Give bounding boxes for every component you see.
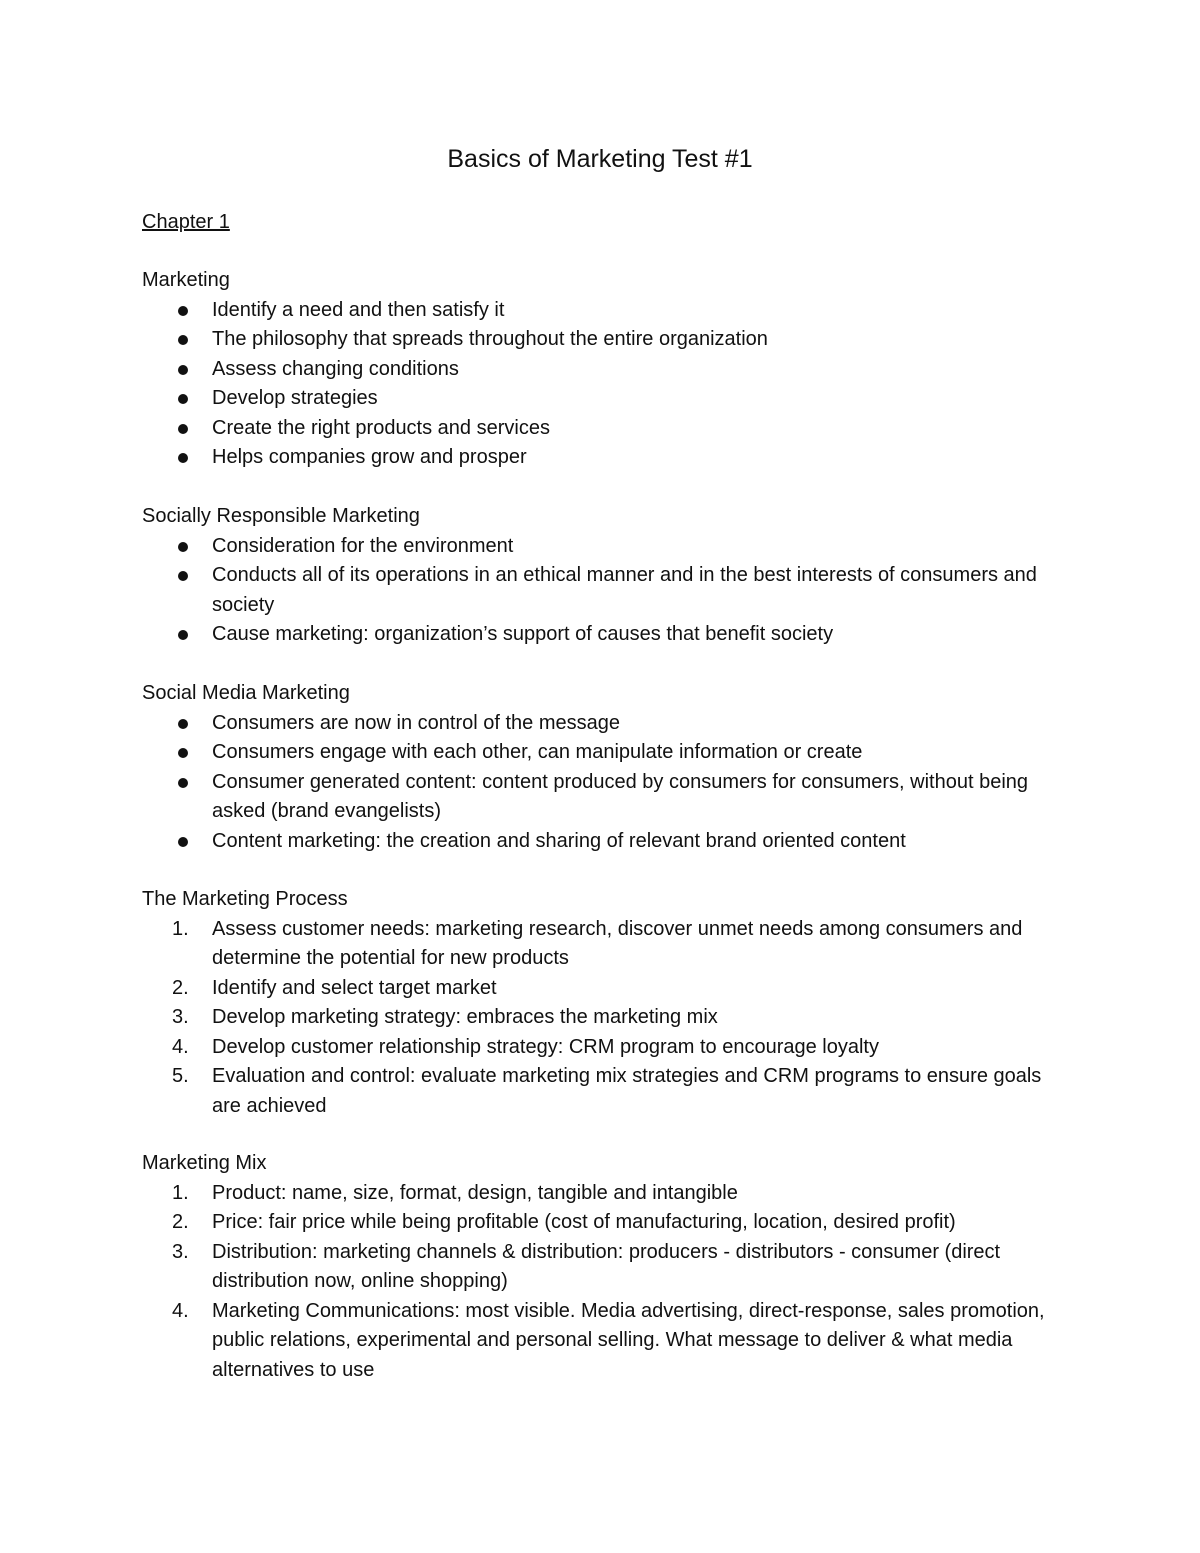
list-number: 3. [172, 1240, 189, 1263]
list-number: 2. [172, 976, 189, 999]
bullet-icon [178, 630, 188, 640]
bullet-icon [178, 335, 188, 345]
list-item: Assess changing conditions [142, 355, 1072, 385]
list-number: 1. [172, 917, 189, 940]
list-item: Consumer generated content: content produced by consumers for consumers, without being asked (brand evangelists) [142, 768, 1072, 827]
section-marketing-process [142, 885, 1072, 1121]
section-marketing [142, 266, 1072, 473]
list-item: Content marketing: the creation and sharing of relevant brand oriented content [142, 827, 1072, 857]
section-heading: Marketing [142, 269, 230, 291]
list-item: Identify a need and then satisfy it [142, 296, 1072, 326]
bullet-list [142, 709, 1072, 857]
list-item: Conducts all of its operations in an ethical manner and in the best interests of consumers and society [142, 561, 1072, 620]
numbered-list [142, 1179, 1072, 1386]
bullet-icon [178, 306, 188, 316]
list-number: 2. [172, 1211, 189, 1233]
section-socially-responsible-marketing [142, 502, 1072, 650]
bullet-list [142, 532, 1072, 650]
section-heading: The Marketing Process [142, 888, 348, 910]
list-item: 4. Marketing Communications: most visible. Media advertising, direct-response, sales promotion, public relations, experimental and personal selling. What message to deliver & what media alternatives to use [142, 1297, 1072, 1386]
list-number: 4. [172, 1035, 189, 1058]
list-item: Helps companies grow and prosper [142, 443, 1072, 473]
list-item: Consumers engage with each other, can manipulate information or create [142, 738, 1072, 768]
list-item: 1. Assess customer needs: marketing research, discover unmet needs among consumers and determine the potential for new products [142, 915, 1072, 974]
bullet-icon [178, 394, 188, 404]
bullet-icon [178, 719, 188, 729]
list-item: 3. Distribution: marketing channels & distribution: producers - distributors - consumer (direct distribution now, online shopping) [142, 1238, 1072, 1297]
list-item: 5. Evaluation and control: evaluate marketing mix strategies and CRM programs to ensure goals are achieved [142, 1062, 1072, 1121]
list-item: 3. Develop marketing strategy: embraces the marketing mix [142, 1003, 1072, 1033]
section-heading: Social Media Marketing [142, 682, 350, 704]
bullet-icon [178, 542, 188, 552]
bullet-icon [178, 571, 188, 581]
numbered-list [142, 915, 1072, 1122]
list-number: 4. [172, 1299, 189, 1322]
list-item: 1. Product: name, size, format, design, tangible and intangible [142, 1179, 1072, 1209]
chapter-heading: Chapter 1 [142, 211, 230, 233]
document-title: Basics of Marketing Test #1 [447, 145, 753, 173]
list-number: 3. [172, 1006, 189, 1028]
list-item: 2. Identify and select target market [142, 974, 1072, 1004]
bullet-icon [178, 365, 188, 375]
list-item: Develop strategies [142, 384, 1072, 414]
section-marketing-mix [142, 1149, 1072, 1385]
bullet-list [142, 296, 1072, 473]
list-item: Create the right products and services [142, 414, 1072, 444]
bullet-icon [178, 778, 188, 788]
list-number: 1. [172, 1181, 189, 1204]
list-item: Cause marketing: organization’s support of causes that benefit society [142, 620, 1072, 650]
section-social-media-marketing [142, 679, 1072, 856]
section-heading: Socially Responsible Marketing [142, 505, 420, 527]
section-heading: Marketing Mix [142, 1152, 267, 1174]
list-item: Consumers are now in control of the message [142, 709, 1072, 739]
bullet-icon [178, 424, 188, 434]
list-item: 4. Develop customer relationship strategy: CRM program to encourage loyalty [142, 1033, 1072, 1063]
bullet-icon [178, 837, 188, 847]
list-number: 5. [172, 1065, 189, 1087]
list-item: Consideration for the environment [142, 532, 1072, 562]
bullet-icon [178, 453, 188, 463]
list-item: 2. Price: fair price while being profitable (cost of manufacturing, location, desired profit) [142, 1208, 1072, 1238]
list-item: The philosophy that spreads throughout the entire organization [142, 325, 1072, 355]
bullet-icon [178, 748, 188, 758]
